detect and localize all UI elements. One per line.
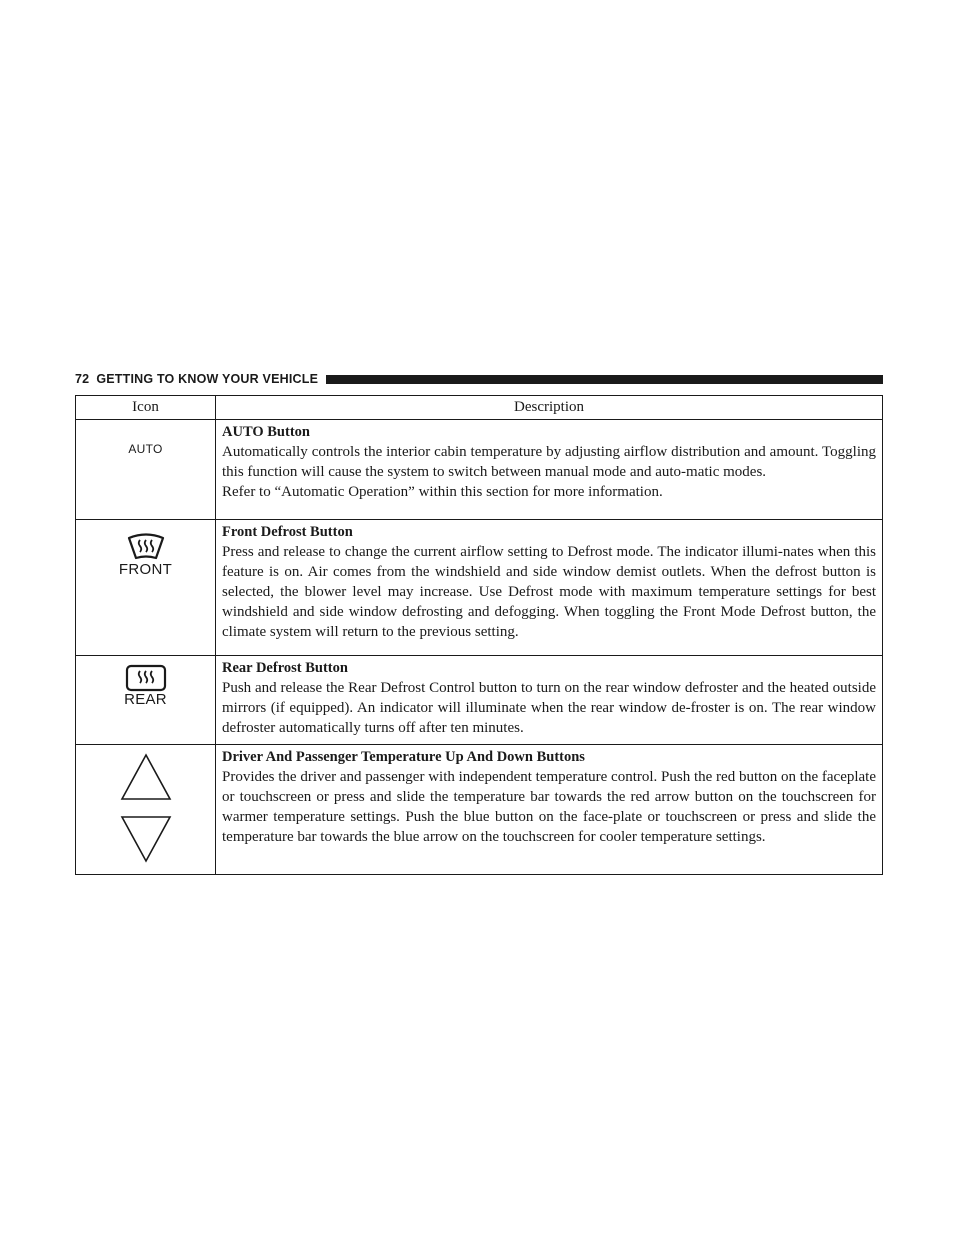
column-header-icon: Icon: [76, 396, 216, 420]
front-defrost-icon: [126, 532, 166, 562]
table-row-auto: [76, 420, 883, 520]
row-body: Press and release to change the current airflow setting to Defrost mode. The indicator illumi-nates when this feature is on. Air comes from the windshield and side window demist outlets. When the defrost button is selected, the blower level may increase. Use Defrost mode with maximum temperature settings for best windshield and side window defrosting and defogging. When toggling the Front Mode Defrost button, the climate system will return to the previous setting.: [222, 544, 876, 640]
table-row-rear-defrost: [76, 656, 883, 745]
description-cell: [216, 656, 883, 745]
icon-cell: [76, 656, 216, 745]
auto-text-icon: AUTO: [128, 442, 163, 456]
row-body: Provides the driver and passenger with independent temperature control. Push the red button on the faceplate or touchscreen or press and slide the temperature bar towards the red arrow button on the touchscreen for warmer temperature settings. Push the blue button on the face-plate or touchscreen or press and slide the temperature bar towards the blue arrow on the touchscreen for cooler temperature settings.: [222, 769, 876, 845]
row-title: Driver And Passenger Temperature Up And Down Buttons: [222, 749, 585, 765]
row-body-reference: Refer to “Automatic Operation” within this section for more information.: [222, 484, 663, 500]
triangle-down-icon: [120, 815, 172, 863]
row-title: Front Defrost Button: [222, 524, 353, 540]
icon-cell: [76, 420, 216, 520]
rear-icon-caption: REAR: [124, 691, 167, 708]
table-row-front-defrost: [76, 520, 883, 656]
triangle-up-icon: [120, 753, 172, 801]
description-cell: [216, 420, 883, 520]
page-header: [75, 370, 883, 388]
icon-cell: [76, 745, 216, 875]
column-header-description: Description: [216, 396, 883, 420]
row-body: Push and release the Rear Defrost Control button to turn on the rear window defroster and the heated outside mirrors (if equipped). An indicator will illuminate when the rear window de-froster is on. The rear window defroster automatically turns off after ten minutes.: [222, 680, 876, 736]
row-body: Automatically controls the interior cabin temperature by adjusting airflow distribution and amount. Toggling this function will cause the system to switch between manual mode and auto-matic modes.: [222, 444, 876, 480]
rear-defrost-icon: [125, 664, 167, 692]
climate-controls-table: [75, 395, 883, 875]
page-number: 72: [75, 372, 90, 386]
table-header-row: [76, 396, 883, 420]
table-row-temperature: [76, 745, 883, 875]
section-title: GETTING TO KNOW YOUR VEHICLE: [96, 372, 319, 386]
temperature-up-down-icon: [76, 745, 215, 863]
description-cell: [216, 520, 883, 656]
row-title: Rear Defrost Button: [222, 660, 348, 676]
header-rule: [326, 375, 883, 384]
front-icon-caption: FRONT: [118, 561, 173, 578]
row-title: AUTO Button: [222, 424, 310, 440]
description-cell: [216, 745, 883, 875]
icon-cell: [76, 520, 216, 656]
